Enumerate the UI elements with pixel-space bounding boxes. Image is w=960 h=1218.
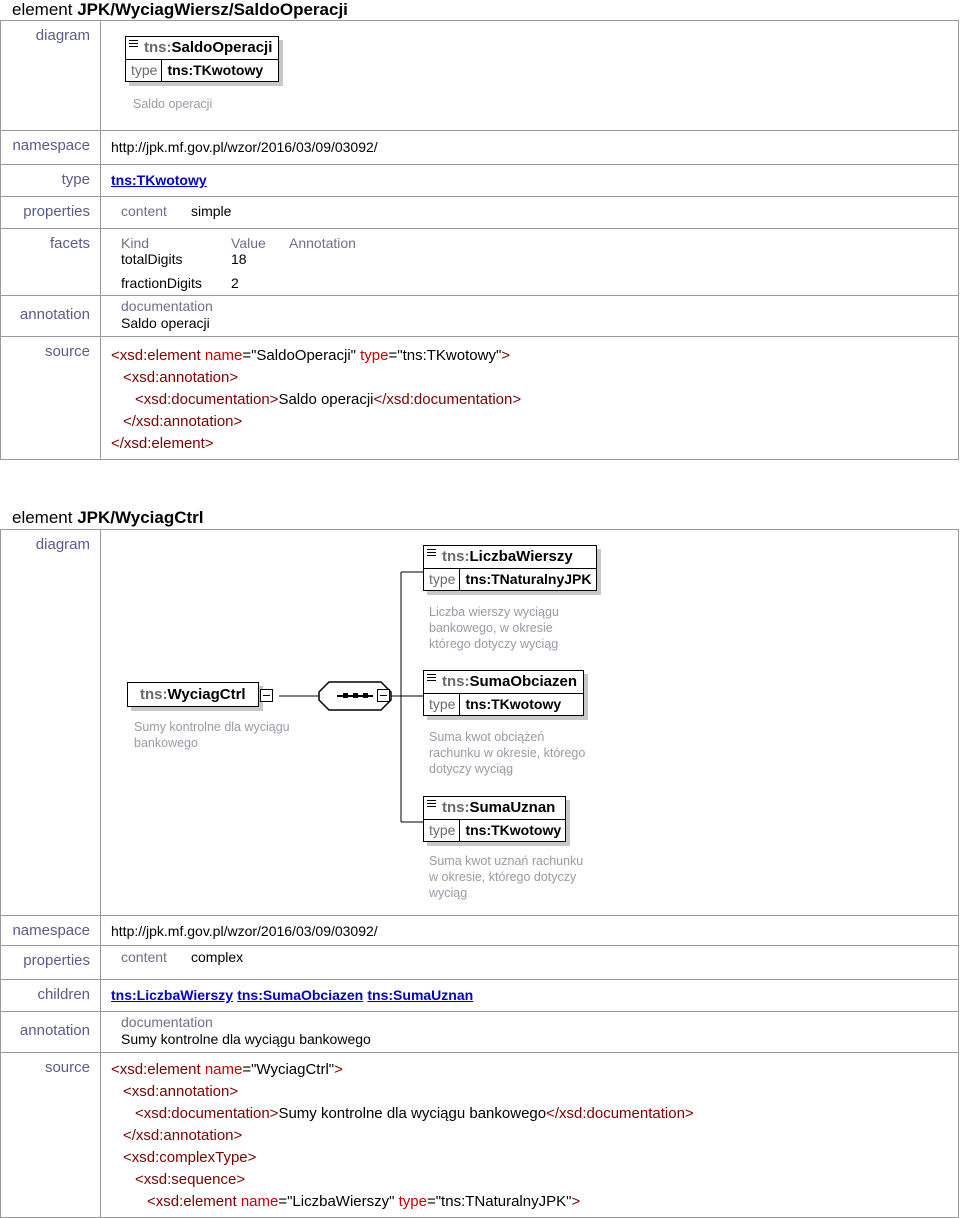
child-link-sumaobciazen[interactable]: tns:SumaObciazen [237,987,364,1003]
annotation-value: Saldo operacji [121,315,210,331]
diagram-root-box[interactable]: tns:WyciagCtrl [127,682,259,707]
child-box-liczbawierszy[interactable]: tns:LiczbaWierszy type tns:TNaturalnyJPK [423,545,597,591]
facets-header-value: Value [231,235,266,251]
heading-prefix: element [12,508,78,527]
annotation-lines-icon [427,549,436,558]
label-namespace: namespace [1,916,101,946]
heading-path: JPK/WyciagWiersz/SaldoOperacji [77,0,348,19]
annotation-key: documentation [121,1014,213,1030]
child-box-sumaobciazen[interactable]: tns:SumaObciazen type tns:TKwotowy [423,670,584,716]
facets-header-kind: Kind [121,235,150,251]
label-properties: properties [1,197,101,229]
facets-header-annotation: Annotation [289,235,356,251]
properties-value: simple [191,203,232,219]
diagram-doc: Saldo operacji [133,97,213,111]
diagram-cell [101,21,959,131]
collapse-icon[interactable] [377,689,390,702]
namespace-value: http://jpk.mf.gov.pl/wzor/2016/03/09/03092/ [101,131,959,165]
label-type: type [1,165,101,197]
section1-table [0,20,959,460]
child-doc: Liczba wierszy wyciągu bankowego, w okresie którego dotyczy wyciąg [429,605,559,651]
heading-prefix: element [12,0,78,19]
heading-path: JPK/WyciagCtrl [77,508,204,527]
child-link-sumauznan[interactable]: tns:SumaUznan [367,987,474,1003]
annotation-lines-icon [129,40,138,49]
annotation-lines-icon [427,800,436,809]
label-annotation: annotation [1,1012,101,1053]
annotation-lines-icon [427,674,436,683]
source-code: <xsd:element name="SaldoOperacji" type="tns:TKwotowy"> <xsd:annotation> <xsd:documentation>Saldo operacji</xsd:documentation> </xsd:annotation> </xsd:element> [101,337,959,460]
source-code: <xsd:element name="WyciagCtrl"> <xsd:annotation> <xsd:documentation>Sumy kontrolne dla wyciągu bankowego</xsd:documentation> </xsd:annotation> <xsd:complexType> <xsd:sequence> <xsd:element name="LiczbaWierszy" type="tns:TNaturalnyJPK"> [101,1053,959,1218]
child-doc: Suma kwot uznań rachunku w okresie, którego dotyczy wyciąg [429,854,584,900]
label-children: children [1,980,101,1012]
table-row: fractionDigits 2 [121,275,239,291]
root-doc: Sumy kontrolne dla wyciągu bankowego [134,720,290,750]
label-source: source [1,1053,101,1218]
label-source: source [1,337,101,460]
annotation-value: Sumy kontrolne dla wyciągu bankowego [121,1031,371,1047]
label-diagram: diagram [1,21,101,131]
annotation-key: documentation [121,298,213,314]
section2-heading [12,508,203,528]
label-properties: properties [1,946,101,980]
table-row: totalDigits 18 [121,251,247,267]
label-diagram: diagram [1,530,101,916]
label-namespace: namespace [1,131,101,165]
child-doc: Suma kwot obciążeń rachunku w okresie, którego dotyczy wyciąg [429,730,586,776]
properties-key: content [121,949,167,965]
section2-table [0,529,959,1218]
type-link[interactable]: tns:TKwotowy [111,172,207,188]
child-link-liczbawierszy[interactable]: tns:LiczbaWierszy [111,987,234,1003]
properties-value: complex [191,949,244,965]
properties-key: content [121,203,167,219]
label-facets: facets [1,229,101,296]
diagram-cell [101,530,959,916]
diagram-element-box[interactable]: tns:SaldoOperacji type tns:TKwotowy [125,36,279,82]
section1-heading [12,0,348,20]
namespace-value: http://jpk.mf.gov.pl/wzor/2016/03/09/03092/ [101,916,959,946]
facets-table [121,235,356,291]
label-annotation: annotation [1,296,101,337]
collapse-icon[interactable] [260,689,273,702]
child-box-sumauznan[interactable]: tns:SumaUznan type tns:TKwotowy [423,796,566,842]
